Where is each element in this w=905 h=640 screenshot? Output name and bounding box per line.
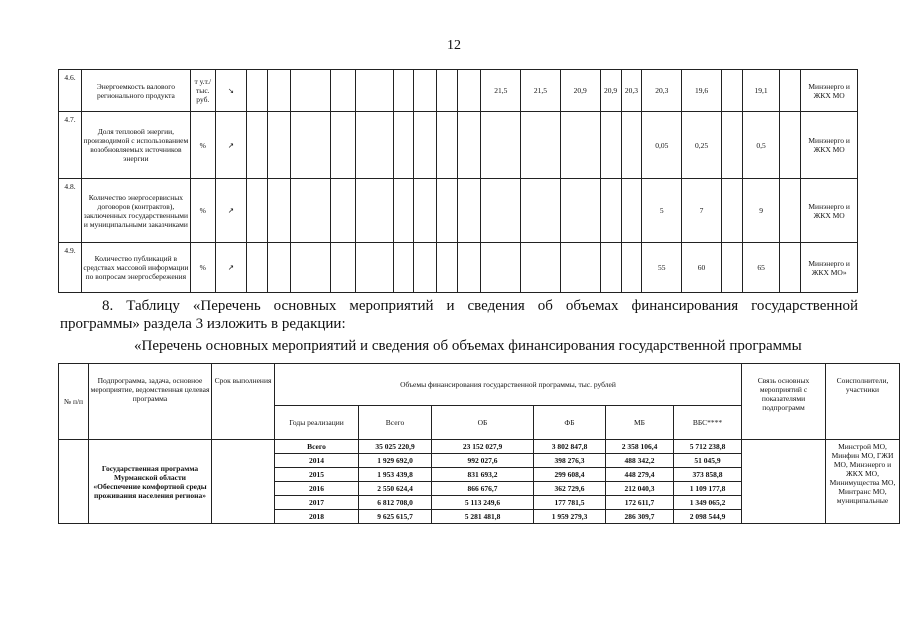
year-cell: Всего bbox=[275, 440, 359, 454]
mb-cell: 212 040,3 bbox=[606, 482, 674, 496]
ob-cell: 5 281 481,8 bbox=[432, 510, 534, 524]
vbs-cell: 5 712 238,8 bbox=[674, 440, 742, 454]
table-row bbox=[59, 440, 900, 454]
value-cell: 65 bbox=[742, 243, 780, 293]
trend-down-icon: ↘ bbox=[215, 70, 246, 112]
mb-cell: 172 611,7 bbox=[606, 496, 674, 510]
fb-cell: 177 781,5 bbox=[534, 496, 606, 510]
page-number: 12 bbox=[447, 38, 461, 53]
paragraph-8-line1: 8. Таблицу «Перечень основных мероприятий и сведения об объемах финансирования государственной bbox=[102, 298, 858, 314]
finance-table bbox=[58, 363, 900, 524]
value-cell: 20,3 bbox=[642, 70, 682, 112]
unit-cell: % bbox=[190, 179, 215, 243]
indicators-table bbox=[58, 69, 858, 293]
value-cell: 19,1 bbox=[742, 70, 780, 112]
header-years: Годы реализации bbox=[275, 406, 359, 440]
value-cell: 0,25 bbox=[682, 112, 722, 179]
unit-cell: % bbox=[190, 243, 215, 293]
responsible-cell: Минэнерго и ЖКХ МО» bbox=[801, 243, 858, 293]
value-cell: 7 bbox=[682, 179, 722, 243]
value-cell: 9 bbox=[742, 179, 780, 243]
fb-cell: 362 729,6 bbox=[534, 482, 606, 496]
mb-cell: 488 342,2 bbox=[606, 454, 674, 468]
value-cell: 20,3 bbox=[621, 70, 642, 112]
header-vbs: ВБС**** bbox=[674, 406, 742, 440]
ob-cell: 866 676,7 bbox=[432, 482, 534, 496]
row-number: 4.9. bbox=[59, 243, 82, 293]
total-cell: 2 550 624,4 bbox=[359, 482, 432, 496]
ob-cell: 23 152 027,9 bbox=[432, 440, 534, 454]
header-fb: ФБ bbox=[534, 406, 606, 440]
vbs-cell: 51 045,9 bbox=[674, 454, 742, 468]
table-row bbox=[59, 243, 858, 293]
row-number: 4.6. bbox=[59, 70, 82, 112]
table-row bbox=[59, 112, 858, 179]
mb-cell: 448 279,4 bbox=[606, 468, 674, 482]
header-term: Срок выполнения bbox=[212, 364, 275, 440]
header-program: Подпрограмма, задача, основное мероприятие, ведомственная целевая программа bbox=[89, 364, 212, 440]
paragraph-8-line2: программы» раздела 3 изложить в редакции: bbox=[60, 316, 346, 332]
vbs-cell: 2 098 544,9 bbox=[674, 510, 742, 524]
unit-cell: т у.т./ тыс. руб. bbox=[190, 70, 215, 112]
vbs-cell: 1 349 065,2 bbox=[674, 496, 742, 510]
year-cell: 2014 bbox=[275, 454, 359, 468]
fb-cell: 1 959 279,3 bbox=[534, 510, 606, 524]
unit-cell: % bbox=[190, 112, 215, 179]
ob-cell: 992 027,6 bbox=[432, 454, 534, 468]
value-cell: 0,5 bbox=[742, 112, 780, 179]
ob-cell: 831 693,2 bbox=[432, 468, 534, 482]
responsible-cell: Минэнерго и ЖКХ МО bbox=[801, 112, 858, 179]
value-cell: 21,5 bbox=[481, 70, 521, 112]
value-cell: 0,05 bbox=[642, 112, 682, 179]
row-number: 4.7. bbox=[59, 112, 82, 179]
header-total: Всего bbox=[359, 406, 432, 440]
vbs-cell: 1 109 177,8 bbox=[674, 482, 742, 496]
header-mb: МБ bbox=[606, 406, 674, 440]
mb-cell: 286 309,7 bbox=[606, 510, 674, 524]
value-cell: 20,9 bbox=[560, 70, 600, 112]
ob-cell: 5 113 249,6 bbox=[432, 496, 534, 510]
year-cell: 2017 bbox=[275, 496, 359, 510]
total-cell: 1 953 439,8 bbox=[359, 468, 432, 482]
total-cell: 6 812 708,0 bbox=[359, 496, 432, 510]
responsible-cell: Минэнерго и ЖКХ МО bbox=[801, 179, 858, 243]
header-link: Связь основных мероприятий с показателями подпрограмм bbox=[742, 364, 826, 440]
value-cell: 20,9 bbox=[600, 70, 621, 112]
year-cell: 2016 bbox=[275, 482, 359, 496]
trend-up-icon: ↗ bbox=[215, 112, 246, 179]
value-cell: 21,5 bbox=[521, 70, 561, 112]
indicator-name: Количество энергосервисных договоров (контрактов), заключенных государственными и муниципальными заказчиками bbox=[82, 179, 191, 243]
header-num: № п/п bbox=[59, 364, 89, 440]
indicator-name: Количество публикаций в средствах массовой информации по вопросам энергосбережения bbox=[82, 243, 191, 293]
year-cell: 2018 bbox=[275, 510, 359, 524]
total-cell: 1 929 692,0 bbox=[359, 454, 432, 468]
responsible-cell: Минэнерго и ЖКХ МО bbox=[801, 70, 858, 112]
mb-cell: 2 358 106,4 bbox=[606, 440, 674, 454]
row-number: 4.8. bbox=[59, 179, 82, 243]
value-cell: 19,6 bbox=[682, 70, 722, 112]
indicator-name: Энергоемкость валового регионального продукта bbox=[82, 70, 191, 112]
indicator-name: Доля тепловой энергии, производимой с использованием возобновляемых источников энергии bbox=[82, 112, 191, 179]
value-cell: 60 bbox=[682, 243, 722, 293]
fb-cell: 299 608,4 bbox=[534, 468, 606, 482]
vbs-cell: 373 858,8 bbox=[674, 468, 742, 482]
trend-up-icon: ↗ bbox=[215, 179, 246, 243]
table-row bbox=[59, 70, 858, 112]
header-volumes: Объемы финансирования государственной программы, тыс. рублей bbox=[275, 364, 742, 406]
total-cell: 9 625 615,7 bbox=[359, 510, 432, 524]
value-cell: 55 bbox=[642, 243, 682, 293]
program-name: Государственная программа Мурманской области «Обеспечение комфортной среды проживания населения региона» bbox=[89, 440, 212, 524]
new-table-title: «Перечень основных мероприятий и сведения об объемах финансирования государственной программы bbox=[134, 338, 802, 354]
header-executors: Соисполнители, участники bbox=[826, 364, 900, 440]
executors-cell: Минстрой МО, Минфин МО, ГЖИ МО, Минэнерго и ЖКХ МО, Минимущества МО, Минтранс МО, муниципальные bbox=[826, 440, 900, 524]
header-ob: ОБ bbox=[432, 406, 534, 440]
total-cell: 35 025 220,9 bbox=[359, 440, 432, 454]
table-row bbox=[59, 179, 858, 243]
fb-cell: 3 802 847,8 bbox=[534, 440, 606, 454]
value-cell: 5 bbox=[642, 179, 682, 243]
year-cell: 2015 bbox=[275, 468, 359, 482]
trend-up-icon: ↗ bbox=[215, 243, 246, 293]
paragraph-8 bbox=[60, 297, 858, 333]
fb-cell: 398 276,3 bbox=[534, 454, 606, 468]
